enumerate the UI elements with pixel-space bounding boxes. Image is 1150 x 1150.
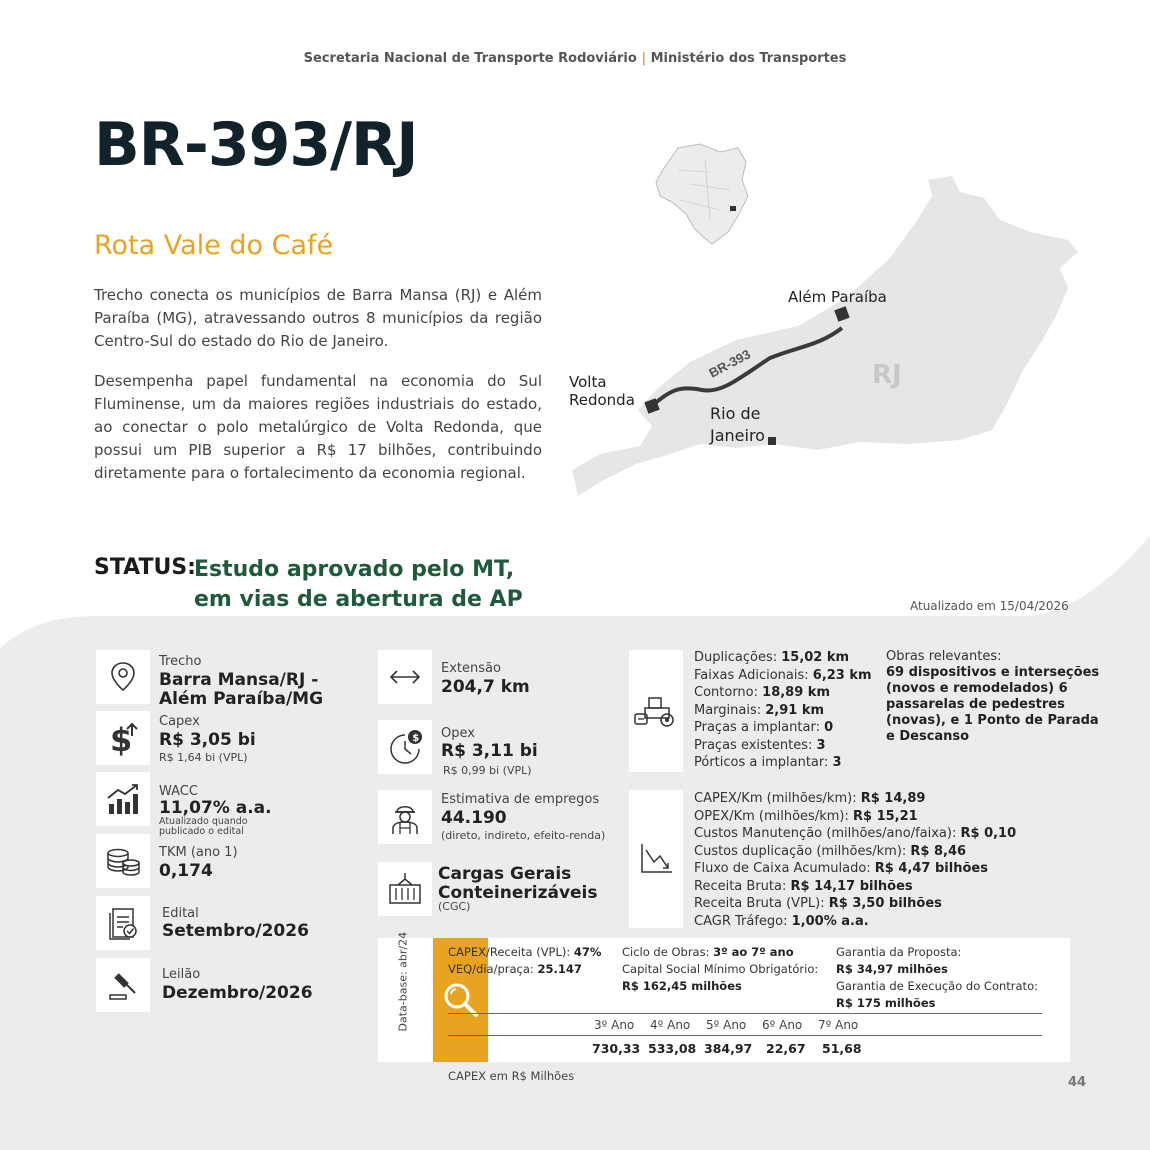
table-top-rule: [448, 1013, 1042, 1014]
finance-item: OPEX/Km (milhões/km): R$ 15,21: [694, 808, 918, 824]
year-header: 7º Ano: [818, 1018, 859, 1032]
capex-label: Capex: [159, 714, 200, 729]
works-list: [694, 649, 872, 772]
coins-icon: [96, 834, 150, 888]
location-pin-icon: [96, 650, 150, 704]
leilao-label: Leilão: [162, 967, 201, 982]
garantias: Garantia da Proposta: R$ 34,97 milhões Garantia de Execução do Contrato: R$ 175 milhões: [836, 945, 1038, 1010]
rio-label-line1: Rio de: [710, 404, 761, 423]
wacc-sub: [159, 817, 248, 837]
alem-paraiba-label: Além Paraíba: [788, 288, 887, 306]
cargas-value: [438, 865, 598, 903]
extensao-label: Extensão: [441, 661, 501, 676]
opex-sub: R$ 0,99 bi (VPL): [443, 764, 532, 777]
works-item: Marginais: 2,91 km: [694, 702, 825, 718]
works-item: Praças existentes: 3: [694, 737, 826, 753]
edital-label: Edital: [162, 906, 199, 921]
page-header: [0, 51, 1150, 66]
finance-item: Custos duplicação (milhões/km): R$ 8,46: [694, 843, 967, 859]
capex-receita: CAPEX/Receita (VPL): 47% VEQ/dia/praça: 25.147: [448, 945, 602, 976]
map-graphic: [560, 140, 1090, 510]
wacc-sub-line1: Atualizado quando: [159, 816, 248, 827]
year-header: 4º Ano: [650, 1018, 691, 1032]
brazil-inset-map: [656, 144, 748, 244]
updated-date: Atualizado em 15/04/2026: [910, 599, 1069, 613]
finance-item: Fluxo de Caixa Acumulado: R$ 4,47 bilhões: [694, 861, 988, 876]
year-header: 6º Ano: [762, 1018, 803, 1032]
obras-label: Obras relevantes:: [886, 649, 1002, 664]
year-value: 384,97: [704, 1041, 753, 1056]
works-item: Contorno: 18,89 km: [694, 685, 830, 700]
obras-line: e Descanso: [886, 729, 970, 744]
edital-value: Setembro/2026: [162, 921, 309, 941]
rio-label-line2: Janeiro: [710, 426, 765, 445]
status-line-2: em vias de abertura de AP: [194, 587, 523, 612]
header-left: Secretaria Nacional de Transporte Rodoviário: [303, 51, 637, 66]
state-label: RJ: [872, 360, 902, 390]
page-subtitle: Rota Vale do Café: [94, 230, 334, 261]
status-line-1: Estudo aprovado pelo MT,: [194, 557, 515, 582]
rio-de-janeiro-marker: [768, 437, 776, 445]
road-roller-icon: [629, 650, 683, 772]
finance-list: [694, 790, 1016, 930]
status-label: STATUS:: [94, 555, 196, 580]
tkm-label: TKM (ano 1): [159, 845, 238, 860]
intro-paragraph-2: Desempenha papel fundamental na economia do Sul Fluminense, um da maiores regiões industriais do estado, ao conectar o polo metalúrgico de Volta Redonda, que possui um PIB superior a R$ 17 bilhões, contribuindo diretamente para o fortalecimento da economia regional.: [94, 372, 542, 482]
worker-icon: [378, 790, 432, 844]
extensao-value: 204,7 km: [441, 677, 530, 697]
obras-line: 69 dispositivos e interseções: [886, 665, 1100, 680]
cargas-value-line1: Cargas Gerais: [438, 864, 572, 884]
year-value: 730,33: [592, 1041, 641, 1056]
svg-text:$: $: [110, 721, 133, 756]
table-mid-rule: [448, 1035, 1042, 1036]
intro-paragraph-1: Trecho conecta os municípios de Barra Mansa (RJ) e Além Paraíba (MG), atravessando outros 8 municípios da região Centro-Sul do estado do Rio de Janeiro.: [94, 286, 542, 350]
finance-item: Receita Bruta (VPL): R$ 3,50 bilhões: [694, 896, 942, 911]
finance-item: Receita Bruta: R$ 14,17 bilhões: [694, 878, 913, 894]
capex-value: R$ 3,05 bi: [159, 730, 256, 750]
trecho-value: [159, 671, 323, 709]
rio-de-janeiro-label: [710, 403, 765, 447]
year-value: 533,08: [648, 1041, 697, 1056]
works-item: Duplicações: 15,02 km: [694, 650, 850, 665]
dollar-up-icon: [96, 711, 150, 765]
decline-chart-icon: [629, 790, 683, 928]
header-right: Ministério dos Transportes: [650, 51, 847, 66]
year-header: 5º Ano: [706, 1018, 747, 1032]
capex-sub: R$ 1,64 bi (VPL): [159, 751, 248, 764]
year-value: 22,67: [766, 1041, 806, 1056]
road-label: BR-393: [706, 346, 753, 381]
gavel-icon: [96, 958, 150, 1012]
empregos-sub: (direto, indireto, efeito-renda): [441, 829, 606, 842]
leilao-value: Dezembro/2026: [162, 983, 313, 1003]
year-header: 3º Ano: [594, 1018, 635, 1032]
container-icon: [378, 862, 432, 916]
cargas-value-line2: Conteinerizáveis: [438, 883, 598, 903]
wacc-label: WACC: [159, 784, 198, 799]
volta-redonda-label: [569, 373, 635, 409]
svg-text:$: $: [412, 733, 420, 744]
wacc-value: 11,07% a.a.: [159, 798, 272, 818]
page-number: 44: [1068, 1075, 1087, 1090]
trecho-label: Trecho: [159, 654, 202, 669]
opex-value: R$ 3,11 bi: [441, 741, 538, 761]
rj-state-shape: [572, 176, 1078, 496]
ciclo-capital: Ciclo de Obras: 3º ao 7º ano Capital Social Mínimo Obrigatório: R$ 162,45 milhões: [622, 945, 819, 993]
empregos-label: Estimativa de empregos: [441, 792, 600, 807]
header-separator: |: [641, 51, 647, 66]
trecho-value-line2: Além Paraíba/MG: [159, 689, 324, 709]
route-map: [560, 140, 1090, 510]
finance-item: Custos Manutenção (milhões/ano/faixa): R$ 0,10: [694, 826, 1017, 841]
obras-line: (novas), e 1 Ponto de Parada: [886, 713, 1099, 728]
brazil-inset-highlight: [730, 206, 736, 211]
wacc-sub-line2: publicado o edital: [159, 826, 244, 837]
opex-label: Opex: [441, 726, 475, 741]
data-base-label: Data-base: abr/24: [396, 931, 410, 1032]
tkm-value: 0,174: [159, 861, 213, 881]
clock-money-icon: [378, 720, 432, 774]
finance-item: CAGR Tráfego: 1,00% a.a.: [694, 913, 869, 929]
volta-label-line2: Redonda: [569, 391, 635, 409]
obras-line: passarelas de pedestres: [886, 697, 1065, 712]
capex-table-panel: [378, 931, 1070, 1062]
empregos-value: 44.190: [441, 808, 507, 828]
checklist-icon: [96, 896, 150, 950]
obras-line: (novos e remodelados) 6: [886, 681, 1068, 696]
works-item: Pórticos a implantar: 3: [694, 755, 842, 770]
finance-item: CAPEX/Km (milhões/km): R$ 14,89: [694, 791, 926, 806]
horizontal-arrows-icon: [378, 650, 432, 704]
page-title: BR-393/RJ: [94, 110, 418, 180]
status-text: [194, 555, 523, 615]
works-item: Faixas Adicionais: 6,23 km: [694, 667, 872, 683]
search-icon: [441, 980, 481, 1020]
cargas-sub: (CGC): [438, 900, 471, 913]
year-value: 51,68: [822, 1041, 862, 1056]
volta-label-line1: Volta: [569, 373, 607, 391]
capex-note: CAPEX em R$ Milhões: [448, 1069, 575, 1083]
works-item: Praças a implantar: 0: [694, 720, 834, 735]
trecho-value-line1: Barra Mansa/RJ -: [159, 670, 319, 690]
growth-chart-icon: [96, 772, 150, 826]
obras-relevantes: [886, 649, 1099, 745]
